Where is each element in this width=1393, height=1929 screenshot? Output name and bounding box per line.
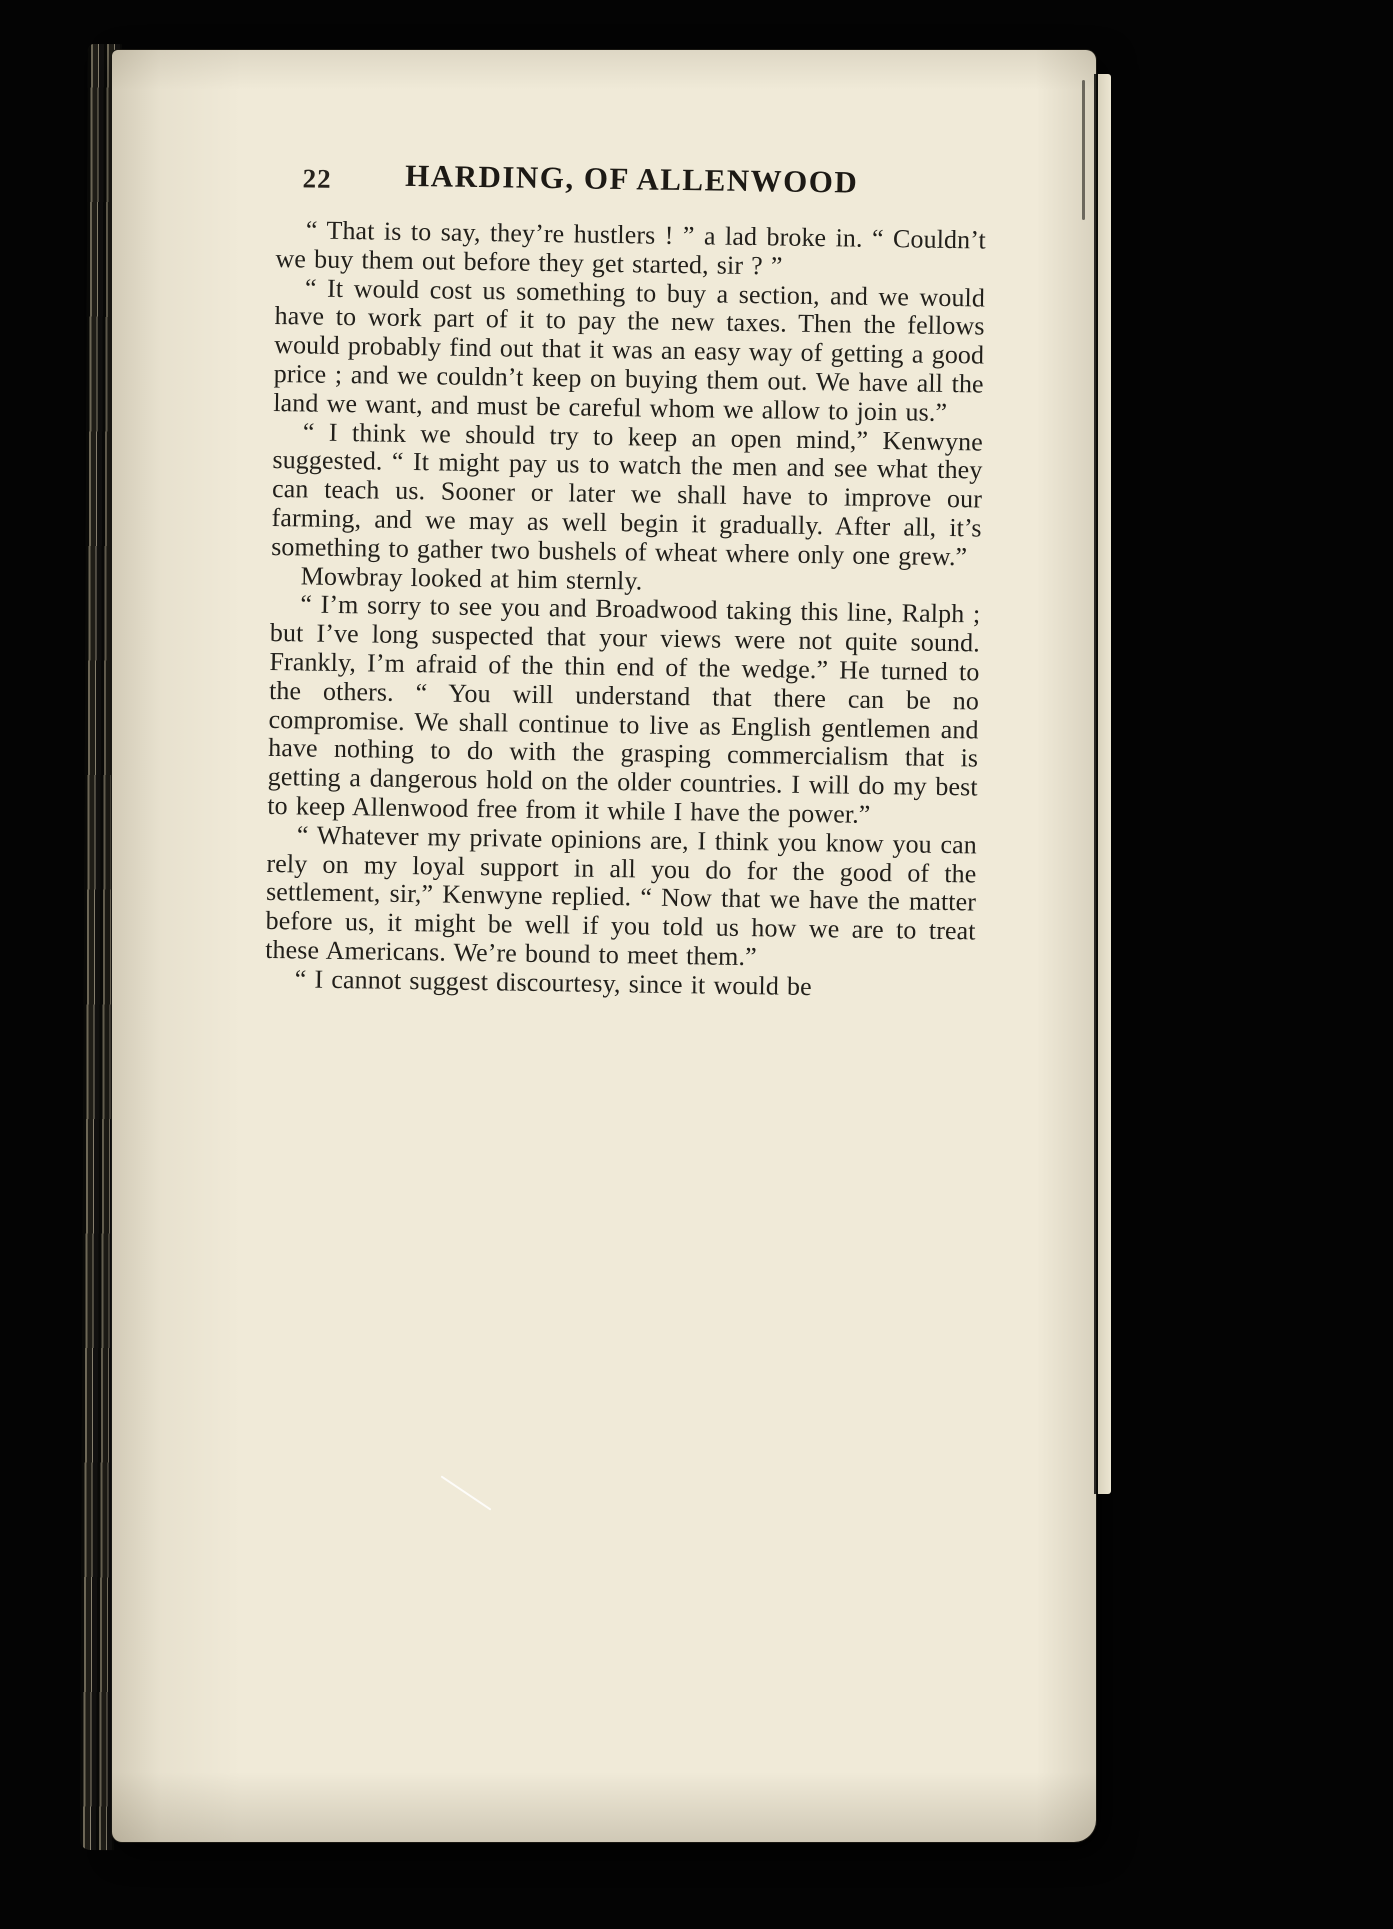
page-content [265,156,987,1004]
page-header [276,156,987,213]
page-title: HARDING, OF ALLENWOOD [404,157,859,200]
paragraph: “ That is to say, they’re hustlers ! ” a lad broke in. “ Couldn’t we buy them out before they get started, sir ? ” [275,215,987,281]
paragraph: “ I think we should try to keep an open mind,” Kenwyne suggested. “ It might pay us to watch the men and see what they can teach us. Sooner or later we shall have to improve our farming, and we may as well begin it gradually. After all, it’s something to gather two bushels of wheat where only one grew.” [270,416,984,572]
paragraph: “ Whatever my private opinions are, I think you know you can rely on my loyal support in all you do for the good of the settlement, sir,” Kenwyne replied. “ Now that we have the matter before us, it might be well if you told us how we are to treat these Americans. We’re bound to meet them.” [265,820,978,972]
page-number: 22 [302,163,332,194]
book-page [112,50,1096,1842]
page-edge-shadow [1082,80,1085,220]
adjacent-page-edge [1098,74,1111,1494]
body-text [265,216,986,1004]
paragraph: “ I cannot suggest discourtesy, since it would be [294,964,813,1001]
paragraph: “ I’m sorry to see you and Broadwood taking this line, Ralph ; but I’ve long suspected that your views were not quite sound. Frankly, I’m afraid of the thin end of the wedge.” He turned to the others. “ You will understand that there can be no compromise. We shall continue to live as English gentlemen and have nothing to do with the grasping commercialism that is getting a dangerous hold on the older countries. I will do my best to keep Allenwood free from it while I have the power.” [267,589,981,829]
paragraph: “ It would cost us something to buy a section, and we would have to work part of it to pay the new taxes. Then the fellows would probably find out that it was an easy way of getting a good price ; and we couldn’t keep on buying them out. We have all the land we want, and must be careful whom we allow to join us.” [273,273,986,427]
paragraph: Mowbray looked at him sternly. [300,560,643,596]
